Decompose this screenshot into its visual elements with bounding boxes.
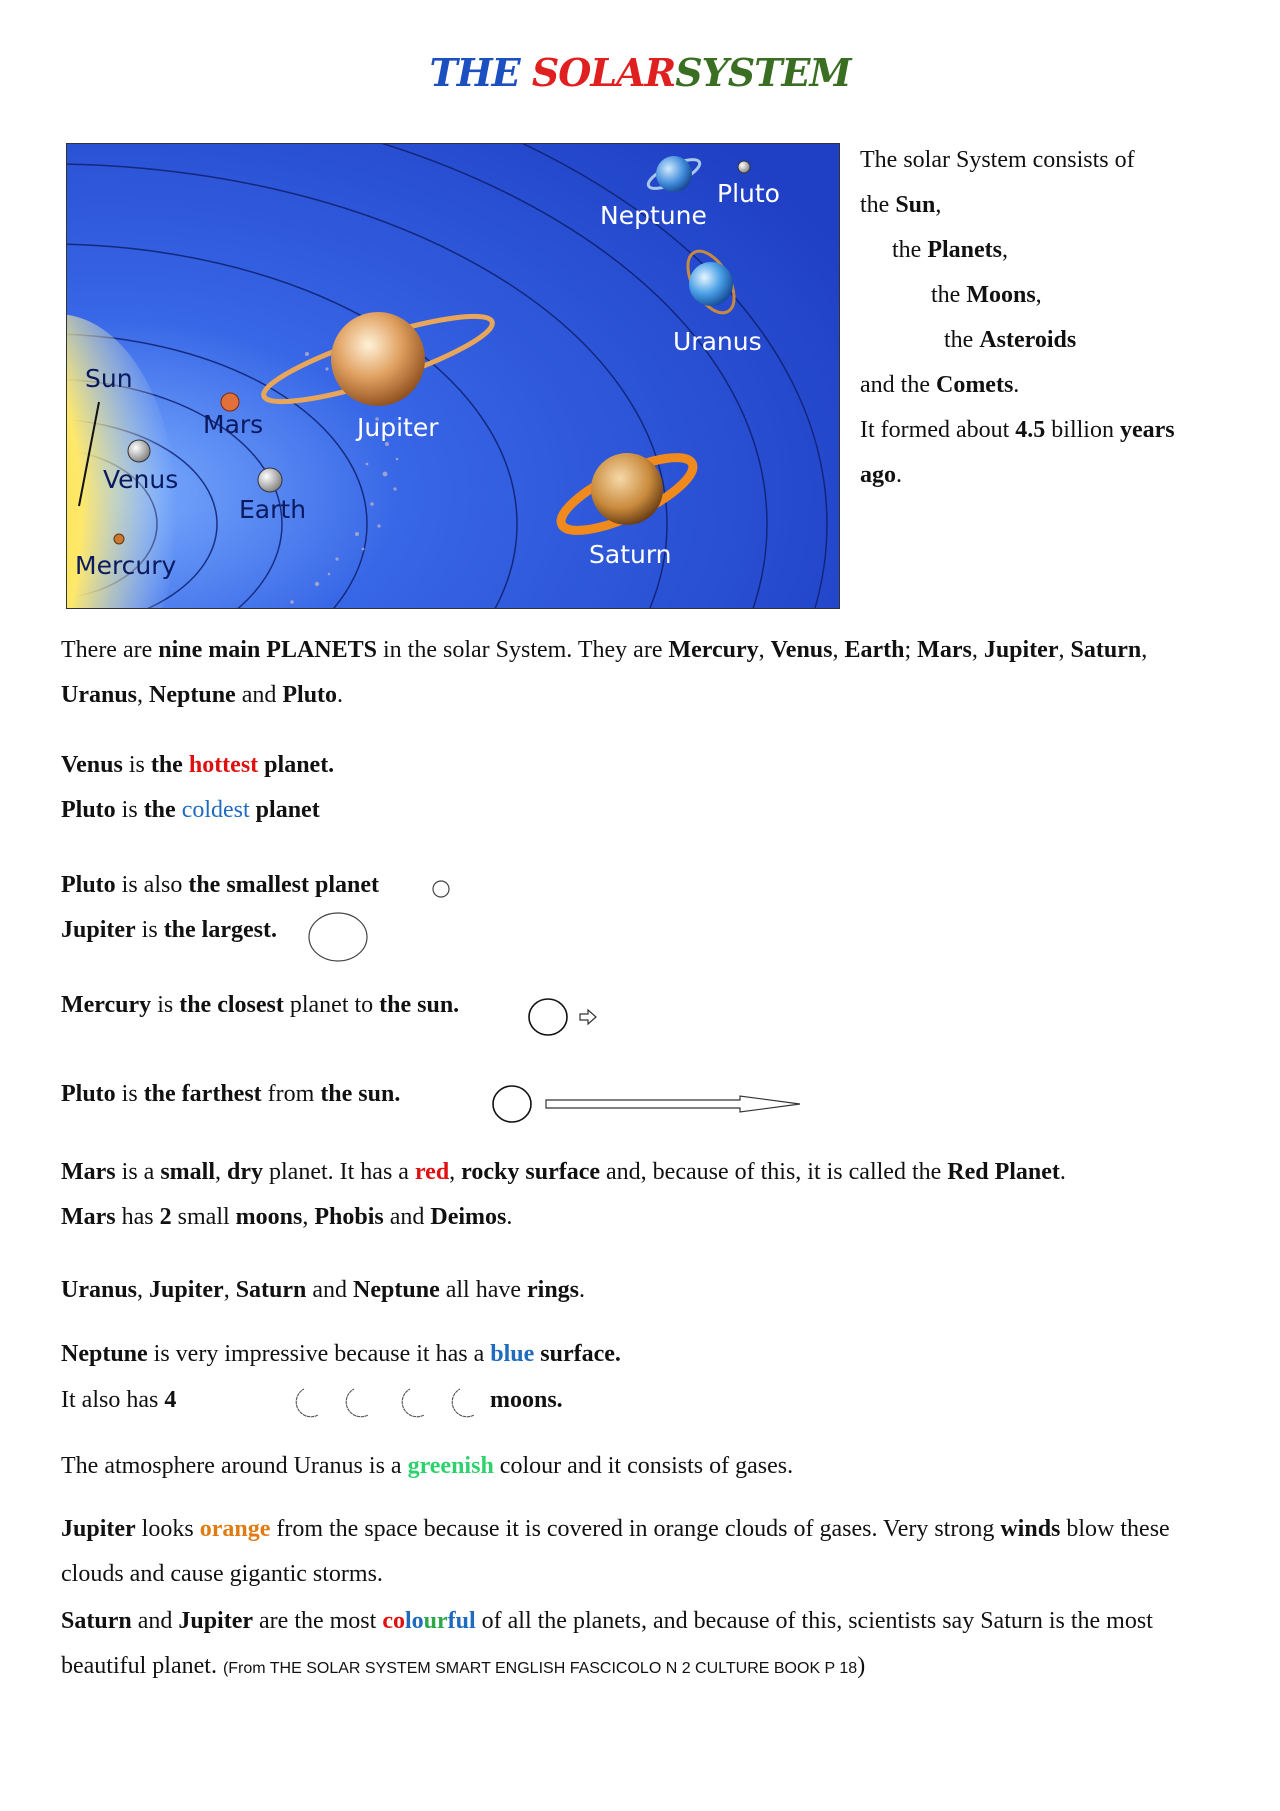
smallest-line: Pluto is also the smallest planet — [61, 872, 379, 898]
title-system: SYSTEM — [675, 50, 851, 95]
uranus-line: The atmosphere around Uranus is a greenish colour and it consists of gases. — [61, 1453, 794, 1479]
large-circle-icon — [306, 910, 370, 964]
saturn-paragraph: Saturn and Jupiter are the most colourful of all the planets, and because of this, scientists say Saturn is the most beautiful planet. (From THE SOLAR SYSTEM SMART ENGLISH FASCICOLO N 2 CULTURE BOOK P 18) — [61, 1608, 1153, 1679]
mercury-label: Mercury — [75, 551, 177, 580]
solar-system-diagram — [67, 144, 840, 609]
title-the: THE — [429, 50, 520, 95]
intro-line-asteroids: the Asteroids — [944, 327, 1077, 353]
intro-line-comets: and the Comets. — [860, 372, 1020, 398]
pluto-planet — [738, 161, 750, 173]
mars-paragraph: Mars is a small, dry planet. It has a red, rocky surface and, because of this, it is called the Red Planet. Mars has 2 small moons, Phobis and Deimos. — [61, 1159, 1066, 1230]
solar-system-image — [66, 143, 840, 609]
intro-line-1: The solar System consists of — [860, 147, 1135, 173]
neptune-label: Neptune — [600, 201, 707, 230]
saturn-planet — [591, 453, 663, 525]
farthest-arrow-icon — [490, 1082, 802, 1126]
intro-line-moons: the Moons, — [931, 282, 1042, 308]
four-moons-line: It also has 4 — [61, 1387, 177, 1413]
intro-line-sun: the Sun, — [860, 192, 942, 218]
planets-paragraph: There are nine main PLANETS in the solar System. They are Mercury, Venus, Earth; Mars, Jupiter, Saturn, Uranus, Neptune and Pluto. — [61, 637, 1148, 708]
earth-label: Earth — [239, 495, 307, 524]
mars-planet — [221, 393, 239, 411]
rings-line: Uranus, Jupiter, Saturn and Neptune all have rings. — [61, 1277, 586, 1303]
source-citation: (From THE SOLAR SYSTEM SMART ENGLISH FASCICOLO N 2 CULTURE BOOK P 18 — [222, 1660, 858, 1677]
saturn-label: Saturn — [589, 540, 672, 569]
intro-line-formed: It formed about 4.5 billion years — [860, 417, 1175, 443]
farthest-line: Pluto is the farthest from the sun. — [61, 1081, 401, 1107]
small-circle-icon — [430, 878, 452, 900]
intro-line-planets: the Planets, — [892, 237, 1008, 263]
title-solar: SOLAR — [531, 50, 676, 95]
moons-word: moons. — [490, 1387, 563, 1413]
uranus-label: Uranus — [673, 327, 762, 356]
neptune-line: Neptune is very impressive because it has a blue surface. — [61, 1341, 621, 1367]
largest-line: Jupiter is the largest. — [61, 917, 277, 943]
earth-planet — [258, 468, 282, 492]
jupiter-paragraph: Jupiter looks orange from the space because it is covered in orange clouds of gases. Very strong winds blow these clouds and cause gigantic storms. — [61, 1516, 1170, 1587]
moon-icon — [296, 1389, 318, 1417]
jupiter-planet — [331, 312, 425, 406]
moons-icons — [282, 1385, 478, 1425]
moon-icon — [346, 1389, 368, 1417]
venus-label: Venus — [103, 465, 179, 494]
intro-list — [860, 138, 1260, 498]
page-title — [0, 50, 1280, 95]
mars-label: Mars — [203, 410, 264, 439]
coldest-line: Pluto is the coldest planet — [61, 797, 320, 823]
uranus-planet — [689, 262, 733, 306]
moon-icon — [452, 1389, 474, 1417]
jupiter-label: Jupiter — [357, 413, 439, 442]
hottest-line: Venus is the hottest planet. — [61, 752, 335, 778]
closest-arrow-icon — [526, 996, 602, 1038]
intro-line-ago: ago. — [860, 462, 902, 488]
moon-icon — [402, 1389, 424, 1417]
sun-label: Sun — [85, 364, 133, 393]
venus-planet — [128, 440, 150, 462]
closest-line: Mercury is the closest planet to the sun. — [61, 992, 460, 1018]
mercury-planet — [114, 534, 124, 544]
neptune-planet — [656, 156, 692, 192]
pluto-label: Pluto — [717, 179, 780, 208]
